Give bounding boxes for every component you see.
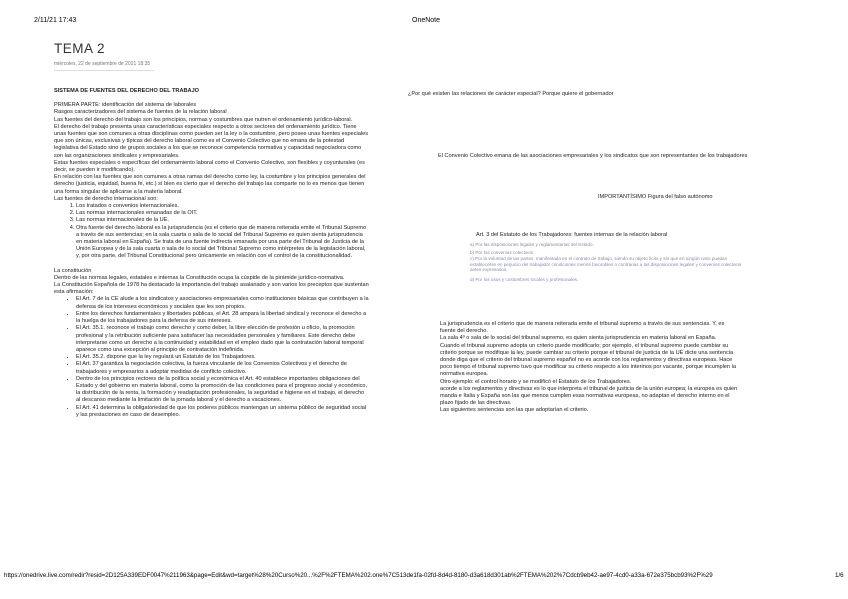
numbered-list [54,203,369,261]
print-app-name: OneNote [412,17,441,24]
list-item: 1. Los tratados o convenios internacionales. [76,203,369,210]
paragraph: Otro ejemplo: el control horario y se modificó el Estatuto de los Trabajadores. [440,378,632,385]
title-divider [54,70,154,71]
list-item: d) Por los usos y costumbres locales y profesionales. [470,276,579,282]
list-item: • El Art. 35.2. dispone que la ley regulará un Estatuto de los Trabajadores. [76,354,369,361]
bullet-list [54,296,369,418]
list-item: • Dentro de los principios rectores de la política social y económica el Art. 40 establece importantes obligaciones del Estado y del gobierno en materia laboral, como la promoción de las condiciones para el progreso social y económico, la distribución de la renta, la formación y readaptación profesionales, la seguridad e higiene en el trabajo, el derecho al descanso mediante la limitación de la jornada laboral y el derecho a vacaciones. [76,376,369,405]
article-heading: Art. 3 del Estatuto de los Trabajadores: fuentes internas de la relación laboral [476,232,668,238]
list-item: • Entre los derechos fundamentales y libertades públicas, el Art. 28 ampara la libertad sindical y reconoce el derecho a la huelga de los trabajadores para la defensa de sus intereses. [76,311,369,325]
paragraph: Rasgos caracterizadores del sistema de fuentes de la relación laboral [54,109,227,116]
paragraph: Las fuentes de derecho internacional son: [54,195,158,202]
convenio-note: El Convenio Colectivo emana de las asociaciones empresariales y los sindicatos que son representantes de los trabajadores [438,153,748,159]
paragraph: La jurisprudencia es el criterio que de manera reiterada emite el tribunal supremo a través de sus sentencias. Y, es fuente del derecho. [440,321,725,335]
paragraph: acorde a los reglamentos y directivas es lo que interpreta el tribunal de justicia de la unión europea; la europea es quien manda e Italia y España son las que menos cumplen esas normativas europeas, no adaptan el derecho interno en el plazo fijado de las directivas. [440,385,738,407]
page-number: 1/6 [835,572,844,579]
list-item: a) Por las disposiciones legales y reglamentarias del Estado. [470,242,594,247]
subsection-heading: La constitución [54,267,92,274]
list-item: c) Por la voluntad de las partes, manifestada en el contrato de trabajo, siendo su objeto lícito y sin que en ningún caso puedan establecerse en perjuicio del trabajador condiciones menos favorables o contrarias a las disposiciones legales y convenios colectivos antes expresados. [470,256,742,273]
note-date: miércoles, 22 de septiembre de 2021 18:35 [54,61,151,67]
list-item: • El Art. 35.1. reconoce el trabajo como derecho y como deber, la libre elección de profesión u oficio, la promoción profesional y la retribución suficiente para satisfacer las necesidades personales y familiares. Este derecho debe interpretarse como un derecho a la continuidad y estabilidad en el empleo dado que la contratación laboral temporal aparece como una excepción al principio de contratación indefinida. [76,325,369,354]
list-item: b) Por los convenios colectivos. [470,249,535,255]
page-title: TEMA 2 [54,41,106,56]
print-timestamp: 2/11/21 17:43 [34,17,77,24]
question-note: ¿Por qué existen las relaciones de carácter especial? Porque quiere el gobernador [408,91,614,97]
paragraph: PRIMERA PARTE: identificación del sistema de laborales [54,102,197,109]
print-url: https://onedrive.live.com/redir?resid=2D125A339EDF0047%211963&page=Edit&wd=target%28%20Curso%20...%2F%2FTEMA%202.one%7C513de1fa-02fd-8d4d-8180-d3a618d301ab%2FTEMA%202%7Cdcb9eb42-ae97-4cd0-a33a-672e375bcb93%2F%29 [4,572,713,579]
paragraph: Las fuentes del derecho del trabajo son los principios, normas y costumbres que nutren el ordenamiento jurídico-laboral. [54,116,353,123]
list-item: 2. Las normas internacionales emanadas de la OIT. [76,210,369,217]
paragraph: Dentro de las normas legales, estatales e internas la Constitución ocupa la cúspide de la pirámide jurídico-normativa. [54,274,345,281]
article-list [470,241,750,284]
list-item: • El Art. 7 de la CE alude a los sindicatos y asociaciones empresariales como instituciones básicas que contribuyen a la defensa de los intereses económicos y sociales que les son propios. [76,296,369,310]
main-notes-column [54,88,369,419]
paragraph: Las siguientes sentencias son las que adoptarían el criterio. [440,407,589,414]
list-item: • El Art. 41 determina la obligatoriedad de que los poderes públicos mantengan un sistema público de seguridad social y las prestaciones en caso de desempleo. [76,405,369,419]
paragraph: En relación con las fuentes que son comunes a otras ramas del derecho como ley, la costumbre y los principios generales del derecho (justicia, equidad, buena fe, etc.) sí bien es cierto que el derecho del trabajo las comparte no lo es menos que tienen una forma singular de aplicarse a la materia laboral. [54,174,366,195]
section-heading: SISTEMA DE FUENTES DEL DERECHO DEL TRABAJO [54,88,200,94]
paragraph: La Constitución Española de 1978 ha destacado la importancia del trabajo asalariado y son varios los preceptos que sustentan esta afirmación: [54,282,369,296]
important-note: IMPORTANTÍSIMO Figura del falso autónomo [598,194,713,200]
paragraph: Cuando el tribunal supremo adopta un criterio puede modificarlo; por ejemplo, el tribunal supremo puede cambiar su criterio porque se modifique la ley, puede cambiar su criterio porque el tribunal de justicia de la UE dicte una sentencia donde diga que el criterio del tribunal supremo español no es acorde con los reglamentos y directivas europeas. Hace poco tiempo el tribunal supremo tuvo que modificar su criterio respecto a los interinos por vacante, porque incumplen la normativa europea. [440,342,737,378]
list-item: 4. Otra fuente del derecho laboral es la jurisprudencia (es el criterio que de manera reiterada emite el Tribunal Supremo a través de sus sentencias; en la sala cuarta o sala de lo social del Tribunal Supremo es quien sienta jurisprudencia en materia laboral en España). Se trata de una fuente indirecta emanada por una parte del Tribunal de Justicia de la Unión Europea y de la sala cuarta o sala de lo social del Tribunal Supremo como intérpretes de la legislación laboral, y, por otra parte, del Tribunal Constitucional pero únicamente en relación con el control de la constitucionalidad. [76,225,369,261]
paragraph: El derecho del trabajo presenta unas características especiales respecto a otros sectores del ordenamiento jurídico. Tiene unas fuentes que son comunes a otras disciplinas como pueden ser la ley o la costumbre, pero posee unas fuentes especiales que son únicas, exclusivas y típicas del derecho laboral como es el Convenio Colectivo que no emana de la potestad legislativa del Estado sino de grupos sociales a los que se reconoce competencia normativa y capacidad negociadora como son las organizaciones sindicales y empresariales. [54,123,369,159]
list-item: 3. Las normas internacionales de la UE. [76,217,369,224]
jurisprudence-note [440,321,740,415]
paragraph: La sala 4º o sala de lo social del tribunal supremo, es quien sienta jurisprudencia en materia laboral en España. [440,335,717,342]
list-item: • El Art. 37 garantiza la negociación colectiva, la fuerza vinculante de los Convenios Colectivos y el derecho de trabajadores y empresarios a adoptar medidas de conflicto colectivo. [76,361,369,375]
paragraph: Estas fuentes especiales o específicas del ordenamiento laboral como el Convenio Colectivo, son flexibles y coyunturales (es decir, se pueden ir modificando). [54,159,365,174]
